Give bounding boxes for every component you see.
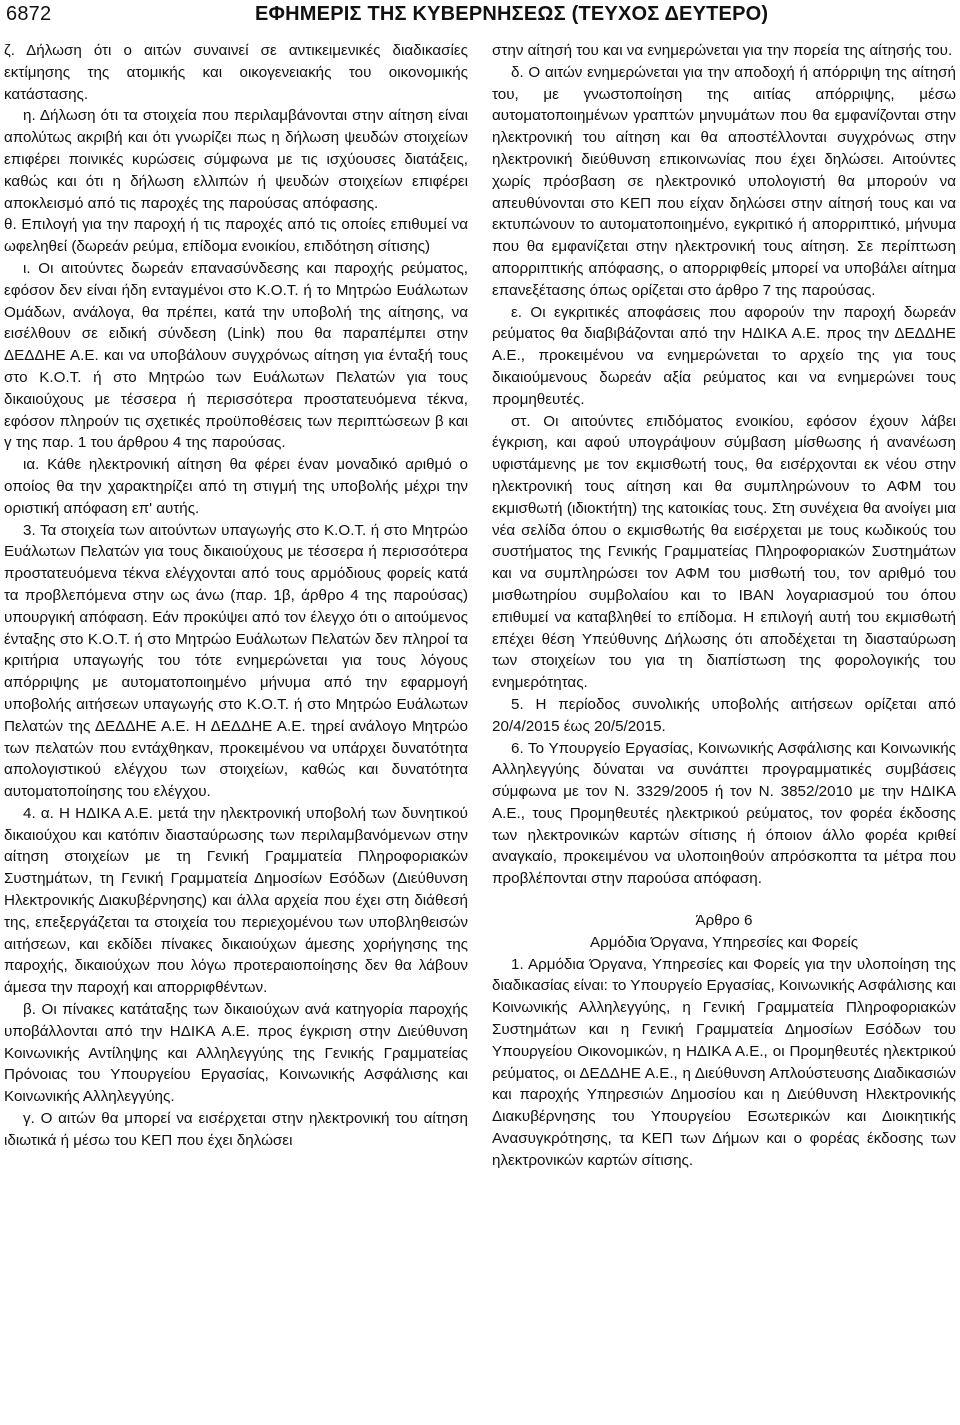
article-heading: Άρθρο 6 <box>695 912 753 930</box>
paragraph: 1. Αρμόδια Όργανα, Υπηρεσίες και Φορείς για την υλοποίηση της διαδικασίας είναι: το Υπουργείο Εργασίας, Κοινωνικής Ασφάλισης και Κοινωνικής Αλληλεγγύης, η Γενική Γραμματεία Πληροφοριακών Συστημάτων και η Γενική Γραμματεία Δημοσίων Εσόδων του Υπουργείου Οικονομικών, η ΗΔΙΚΑ Α.Ε., οι Προμηθευτές ηλεκτρικού ρεύματος, οι ΔΕΔΔΗΕ Α.Ε., η Διεύθυνση Απλούστευσης Διαδικασιών και παροχής Υπηρεσιών Δημοσίου και η Διεύθυνση Ηλεκτρονικής Διακυβέρνησης του Υπουργείου Εσωτερικών και Διοικητικής Ανασυγκρότησης, τα ΚΕΠ των Δήμων και ο φορέας έκδοσης των ηλεκτρονικών καρτών σίτισης. <box>492 955 956 1169</box>
paragraph: ι. Οι αιτούντες δωρεάν επανασύνδεσης και παροχής ρεύματος, εφόσον δεν είναι ήδη ενταγμένοι στο Κ.Ο.Τ. ή το Μητρώο Ευάλωτων Ομάδων, ανάλογα, θα πρέπει, κατά την υποβολή της αίτησης, να εισέλθουν σε ειδική σύνδεση (Link) που θα παραπέμπει στην ΔΕΔΔΗΕ Α.Ε. και να υποβάλουν συγχρόνως αίτηση για ένταξή τους στο Κ.Ο.Τ. ή στο Μητρώο των Ευάλωτων Πελατών για τους δικαιούχους με τέσσερα ή περισσότερα προστατευόμενα τέκνα, εφόσον πληρούν τις σχετικές προϋποθέσεις των περιπτώσεων β και γ της παρ. 1 του άρθρου 4 της παρούσας. <box>4 259 468 452</box>
paragraph: ε. Οι εγκριτικές αποφάσεις που αφορούν την παροχή δωρεάν ρεύματος θα διαβιβάζονται από την ΗΔΙΚΑ Α.Ε. προς την ΔΕΔΔΗΕ Α.Ε., προκειμένου να ενημερώνεται το αρχείο της για τους δικαιούμενους δωρεάν αξία ρεύματος και να ενημερώνει τους προμηθευτές. <box>492 303 956 408</box>
left-column <box>4 40 468 1152</box>
paragraph: στ. Οι αιτούντες επιδόματος ενοικίου, εφόσον έχουν λάβει έγκριση, και αφού υπογράψουν σύμβαση μίσθωσης ή ανανέωση υφιστάμενης με τον εκμισθωτή τους, θα εισέρχονται εκ νέου στην ηλεκτρονική τους αίτηση και θα συμπληρώνουν το ΑΦΜ του εκμισθωτή (ιδιοκτήτη) της κατοικίας τους. Στη συνέχεια θα ανοίγει μια νέα σελίδα όπου ο εκμισθωτής θα εισέρχεται με τους κωδικούς του συστήματος της Γενικής Γραμματείας Πληροφοριακών Συστημάτων και να συμπληρώσει τον ΑΦΜ του μισθωτή του, τον αριθμό του μισθωτηρίου συμβολαίου και το IBAN λογαριασμού του όπου επιθυμεί να καταβληθεί το επίδομα. Η επιλογή αυτή του εκμισθωτή επέχει θέση Υπεύθυνης Δήλωσης ότι αποδέχεται τη διασταύρωση των στοιχείων του για τη διαπίστωση της φορολογικής του ενημερότητας. <box>492 412 956 692</box>
paragraph: η. Δήλωση ότι τα στοιχεία που περιλαμβάνονται στην αίτηση είναι απολύτως ακριβή και ότι γνωρίζει πως η δήλωση ψευδών στοιχείων επιφέρει ποινικές κυρώσεις σύμφωνα με τις ισχύουσες διατάξεις, καθώς και ότι η δήλωση ελλιπών ή ψευδών στοιχείων επιφέρει αποκλεισμό από τις παροχές της παρούσας απόφασης. <box>4 107 468 212</box>
article-title: Αρμόδια Όργανα, Υπηρεσίες και Φορείς <box>589 933 859 951</box>
paragraph: 5. Η περίοδος συνολικής υποβολής αιτήσεων ορίζεται από 20/4/2015 έως 20/5/2015. <box>492 695 956 735</box>
paragraph: ια. Κάθε ηλεκτρονική αίτηση θα φέρει έναν μοναδικό αριθμό ο οποίος θα την χαρακτηρίζει από τη στιγμή της υποβολής μέχρι την οριστική απόφαση επ' αυτής. <box>4 456 468 517</box>
paragraph: β. Οι πίνακες κατάταξης των δικαιούχων ανά κατηγορία παροχής υποβάλλονται από την ΗΔΙΚΑ Α.Ε. προς έγκριση στην Διεύθυνση Κοινωνικής Αντίληψης και Αλληλεγγύης της Γενικής Γραμματείας Πρόνοιας του Υπουργείου Εργασίας, Κοινωνικής Ασφάλισης και Κοινωνικής Αλληλεγγύης. <box>4 1001 468 1106</box>
paragraph: στην αίτησή του και να ενημερώνεται για την πορεία της αίτησής του. <box>492 42 953 59</box>
page-number: 6872 <box>6 3 52 25</box>
paragraph: 6. Το Υπουργείο Εργασίας, Κοινωνικής Ασφάλισης και Κοινωνικής Αλληλεγγύης δύναται να συνάπτει προγραμματικές συμβάσεις σύμφωνα με τον Ν. 3329/2005 ή τον Ν. 3852/2010 με την ΗΔΙΚΑ Α.Ε., τους Προμηθευτές ηλεκτρικού ρεύματος, τον φορέα έκδοσης των ηλεκτρονικών καρτών σίτισης ή όποιον άλλο φορέα κριθεί αναγκαίο, προκειμένου να υλοποιηθούν απρόσκοπτα τα μέτρα που προβλέπονται στην παρούσα απόφαση. <box>492 739 956 888</box>
paragraph: 3. Τα στοιχεία των αιτούντων υπαγωγής στο Κ.Ο.Τ. ή στο Μητρώο Ευάλωτων Πελατών για τους δικαιούχους με τέσσερα ή περισσότερα προστατευόμενα τέκνα ελέγχονται από τους αρμόδιους φορείς κατά τα προβλεπόμενα στην ως άνω (παρ. 1β, άρθρο 4 της παρούσας) υπουργική απόφαση. Εάν προκύψει από τον έλεγχο ότι ο αιτούμενος ένταξης στο Κ.Ο.Τ. ή στο Μητρώο Ευάλωτων Πελατών δεν πληροί τα κριτήρια υπαγωγής του τότε ενημερώνεται για τους λόγους απόρριψης με αυτοματοποιημένο μήνυμα από την εφαρμογή υποβολής αιτήσεων υπαγωγής στο Κ.Ο.Τ. ή στο Μητρώο Ευάλωτων Πελατών της ΔΕΔΔΗΕ Α.Ε. Η ΔΕΔΔΗΕ Α.Ε. τηρεί ανάλογο Μητρώο των πελατών που εντάχθηκαν, προκειμένου να υπάρχει δυνατότητα απολογιστικού ελέγχου των στοιχείων, καθώς και δυνατότητα αυτοματοποίησης του ελέγχου. <box>4 521 468 801</box>
paragraph: ζ. Δήλωση ότι ο αιτών συναινεί σε αντικειμενικές διαδικασίες εκτίμησης της ατομικής και οικογενειακής του οικονομικής κατάστασης. <box>4 42 468 103</box>
paragraph: γ. Ο αιτών θα μπορεί να εισέρχεται στην ηλεκτρονική του αίτηση ιδιωτικά ή μέσω του ΚΕΠ που έχει δηλώσει <box>4 1110 468 1149</box>
paragraph: δ. Ο αιτών ενημερώνεται για την αποδοχή ή απόρριψη της αίτησή του, με γνωστοποίηση της αιτίας απόρριψης, μέσω αυτοματοποιημένων γραπτών μηνυμάτων που θα εμφανίζονται στην ηλεκτρονική του αίτηση και θα αποστέλλονται συγχρόνως στην ηλεκτρονική διεύθυνση επικοινωνίας που έχει δηλώσει. Αιτούντες χωρίς πρόσβαση σε ηλεκτρονικό υπολογιστή θα μπορούν να απευθύνονται στο ΚΕΠ που είχαν δηλώσει στην αίτησή τους και να εκτυπώνουν το αυτοματοποιημένο, εγκριτικό ή απορριπτικό, μήνυμα που θα εμφανίζεται στην ηλεκτρονική τους αίτηση. Σε περίπτωση απορριπτικής απόφασης, ο απορριφθείς μπορεί να υποβάλει αίτημα επανεξέτασης όπως ορίζεται στο άρθρο 7 της παρούσας. <box>492 63 956 299</box>
right-column <box>492 40 956 1172</box>
page-header <box>0 0 960 34</box>
paragraph: 4. α. Η ΗΔΙΚΑ Α.Ε. μετά την ηλεκτρονική υποβολή των δυνητικού δικαιούχου και κατόπιν διασταύρωσης των περιλαμβανόμενων στην αίτηση στοιχείων με τη Γενική Γραμματεία Πληροφοριακών Συστημάτων, τη Γενική Γραμματεία Δημοσίων Εσόδων (Διεύθυνση Ηλεκτρονικής Διακυβέρνησης) και άλλα αρχεία που έχει στη διάθεσή της, επεξεργάζεται τα στοιχεία του περιεχομένου των υποβληθεισών αιτήσεων, και εκδίδει πίνακες δικαιούχων άμεσης χορήγησης της παροχής, δικαιούχων που λόγω προτεραιοποίησης δεν θα λάβουν άμεσα την παροχή και απορριφθέντων. <box>4 804 468 997</box>
gazette-title: ΕΦΗΜΕΡΙΣ ΤΗΣ ΚΥΒΕΡΝΗΣΕΩΣ (ΤΕΥΧΟΣ ΔΕΥΤΕΡΟ) <box>255 3 769 25</box>
paragraph: θ. Επιλογή για την παροχή ή τις παροχές από τις οποίες επιθυμεί να ωφεληθεί (δωρεάν ρεύμα, επίδομα ενοικίου, επιδότηση σίτισης) <box>4 216 468 256</box>
